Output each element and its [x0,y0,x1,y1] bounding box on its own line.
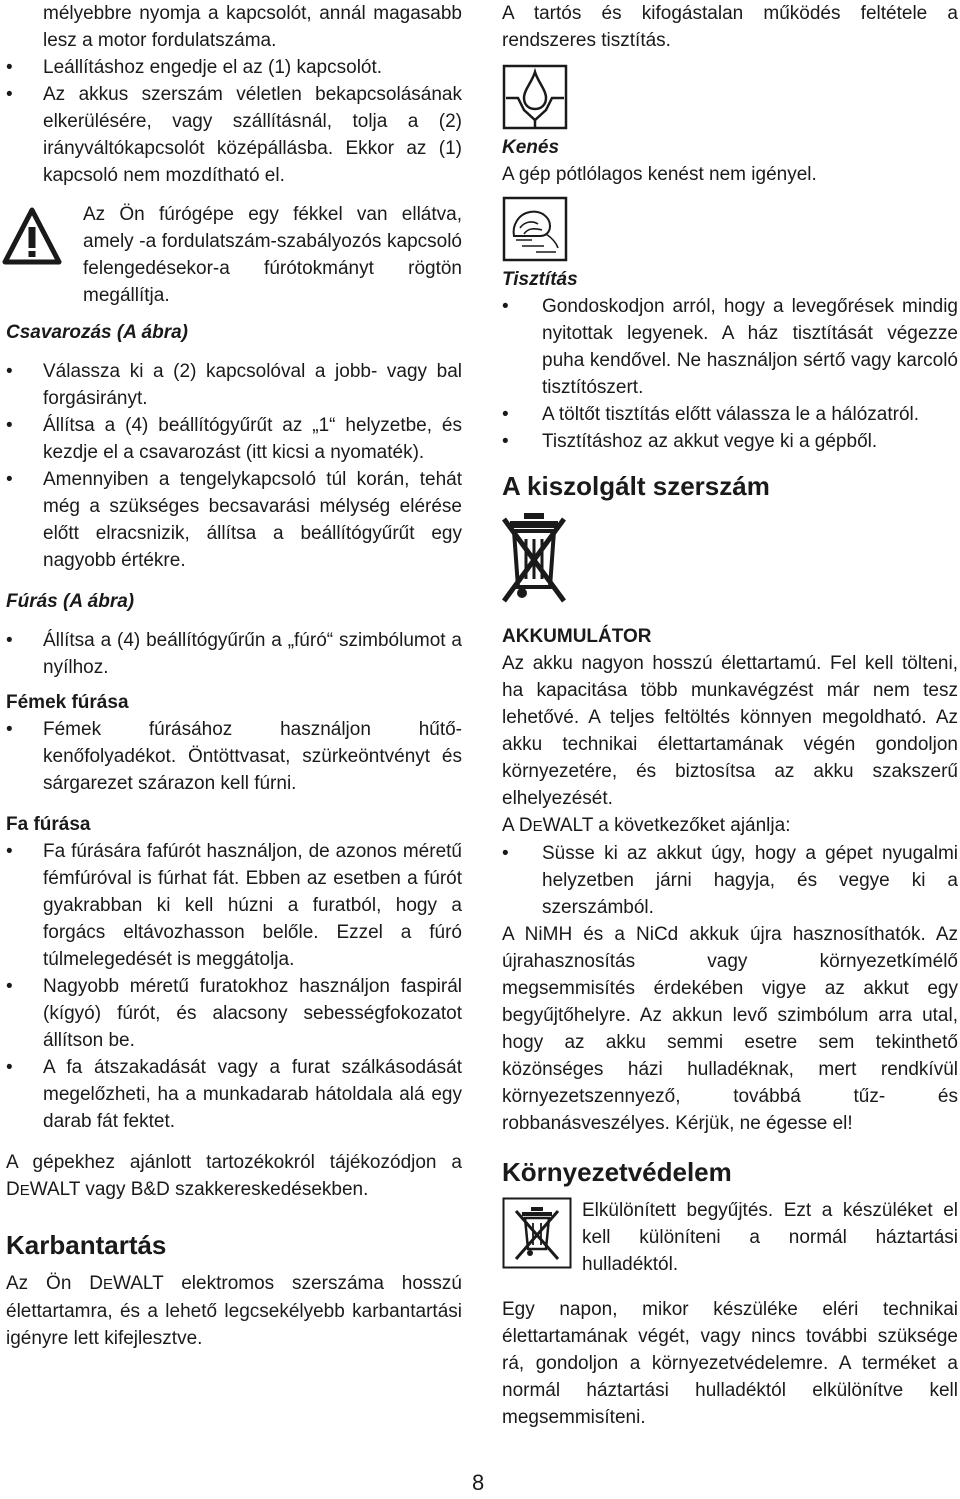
right-column [502,0,958,1431]
list-item: • A töltőt tisztítás előtt válassza le a hálózatról. [502,401,958,428]
metal-list [6,716,462,797]
drilling-list [6,627,462,681]
warning-block [6,201,462,309]
text-span: A D [502,815,533,836]
list-item: • Állítsa a (4) beállítógyűrűn a „fúró“ szimbólumot a nyílhoz. [6,627,462,681]
intro-text: mélyebbre nyomja a kapcsolót, annál magasabb lesz a motor fordulatszáma. [43,3,462,51]
text-span: Az Ön D [6,1273,104,1294]
maintenance-heading: Karbantartás [6,1230,167,1260]
battery-text: Az akku nagyon hosszú élettartamú. Fel kell tölteni, ha kapacitása több munkavégzést már nem tesz lehetővé. A teljes feltöltés könnyen megoldható. Az akku technikai élettartamának végén gondoljon környezetére, és biztosítsa az akku szakszerű elhelyezését. [502,653,958,809]
intro-list [6,54,462,189]
accessories-text [6,1149,462,1204]
recommend-text [502,812,958,840]
screwing-heading: Csavarozás (A ábra) [6,322,188,343]
cleaning-heading: Tisztítás [502,269,578,290]
metal-heading: Fémek fúrása [6,692,129,713]
list-item: • Fémek fúrásához használjon hűtő-kenőfolyadékot. Öntöttvasat, szürkeöntvényt és sárgarezet szárazon kell fúrni. [6,716,462,797]
text-span: E [103,1276,114,1293]
wood-list [6,838,462,1135]
text-span: WALT elektromos szerszáma hosszú élettartamra, és a lehető legcsekélyebb karbantartási igényre lett kifejlesztve. [6,1273,462,1349]
screwing-list [6,358,462,574]
text-span: A gépekhez ajánlott tartozékokról tájékozódjon a D [6,1152,462,1200]
recycle-text: A NiMH és a NiCd akkuk újra hasznosíthatók. Az újrahasznosítás vagy környezetkímélő megsemmisítés érdekében vigye az akkut egy begyűjtőhelyre. Az akkun levő szimbólum arra utal, hogy az akku semmi esetre sem tekinthető közönséges házi hulladéknak, mert rendkívül környezetszennyező, továbbá tűz- és robbanásveszélyes. Kérjük, ne égesse el! [502,924,958,1134]
env-heading: Környezetvédelem [502,1157,732,1187]
list-item: • Fa fúrására fafúrót használjon, de azonos méretű fémfúróval is fúrhat fát. Ebben az esetben a fúrót gyakrabban ki kell húzni a furatból, hogy a forgács eltávozhasson belőle. Ezzel a fúró túlmelegedését is meggátolja. [6,838,462,973]
list-item: • Leállításhoz engedje el az (1) kapcsolót. [6,54,462,81]
list-item: • Gondoskodjon arról, hogy a levegőrések mindig nyitottak legyenek. A ház tisztítását végezze puha kendővel. Ne használjon sértő vagy karcoló tisztítószert. [502,293,958,401]
maintenance-text [6,1270,462,1352]
cleaning-intro: A tartós és kifogástalan működés feltétele a rendszeres tisztítás. [502,3,958,51]
list-item: • Tisztításhoz az akkut vegye ki a gépből. [502,428,958,455]
list-item: • Válassza ki a (2) kapcsolóval a jobb- vagy bal forgásirányt. [6,358,462,412]
warning-triangle-icon [2,207,62,265]
list-item: • Amennyiben a tengelykapcsoló túl korán, tehát még a szükséges becsavarási mélység elérése előtt elracsnizik, állítsa a beállítógyűrűt egy nagyobb értékre. [6,466,462,574]
list-item: • A fa átszakadását vagy a furat szálkásodását megelőzheti, ha a munkadarab hátoldala alá egy darab fát fektet. [6,1054,462,1135]
lubrication-text: A gép pótlólagos kenést nem igényel. [502,164,817,185]
wood-heading: Fa fúrása [6,814,91,835]
text-span: E [19,1182,30,1199]
disposal-heading: A kiszolgált szerszám [502,471,770,501]
cleaning-list [502,293,958,455]
env-block [502,1197,958,1278]
list-item: • Süsse ki az akkut úgy, hogy a gépet nyugalmi helyzetben járni hagyja, és vegye ki a szerszámból. [502,840,958,921]
text-span: WALT vagy B&D szakkereskedésekben. [29,1179,369,1200]
battery-heading: AKKUMULÁTOR [502,626,652,647]
recommend-list [502,840,958,921]
text-span: WALT a következőket ajánlja: [542,815,791,836]
drilling-heading: Fúrás (A ábra) [6,591,135,612]
page-number: 8 [472,1470,485,1495]
warning-text: Az Ön fúrógépe egy fékkel van ellátva, amely -a fordulatszám-szabályozós kapcsoló felengedésekor-a fúrótokmányt rögtön megállítja. [83,204,462,306]
lubrication-heading: Kenés [502,137,560,158]
crossed-bin-small-icon [502,1197,572,1269]
env-text: Elkülönített begyűjtés. Ezt a készüléket el kell különíteni a normál háztartási hulladéktól. [582,1200,958,1275]
list-item: • Az akkus szerszám véletlen bekapcsolásának elkerülésére, vagy szállításnál, tolja a (2) irányváltókapcsolót középállásba. Ekkor az (1) kapcsoló nem mozdítható el. [6,81,462,189]
crossed-bin-icon [502,509,566,605]
oil-drop-icon [502,64,568,130]
left-column [6,0,462,1352]
cleaning-cloth-icon [502,196,568,262]
list-item: • Nagyobb méretű furatokhoz használjon faspirál (kígyó) fúrót, és alacsony sebességfokozatot állítson be. [6,973,462,1054]
list-item: • Állítsa a (4) beállítógyűrűt az „1“ helyzetbe, és kezdje el a csavarozást (itt kicsi a nyomaték). [6,412,462,466]
text-span: E [532,818,543,835]
final-text: Egy napon, mikor készüléke eléri technikai élettartamának végét, vagy nincs további szüksége rá, gondoljon a környezetvédelemre. A terméket a normál háztartási hulladéktól elkülönítve kell megsemmisíteni. [502,1299,958,1428]
